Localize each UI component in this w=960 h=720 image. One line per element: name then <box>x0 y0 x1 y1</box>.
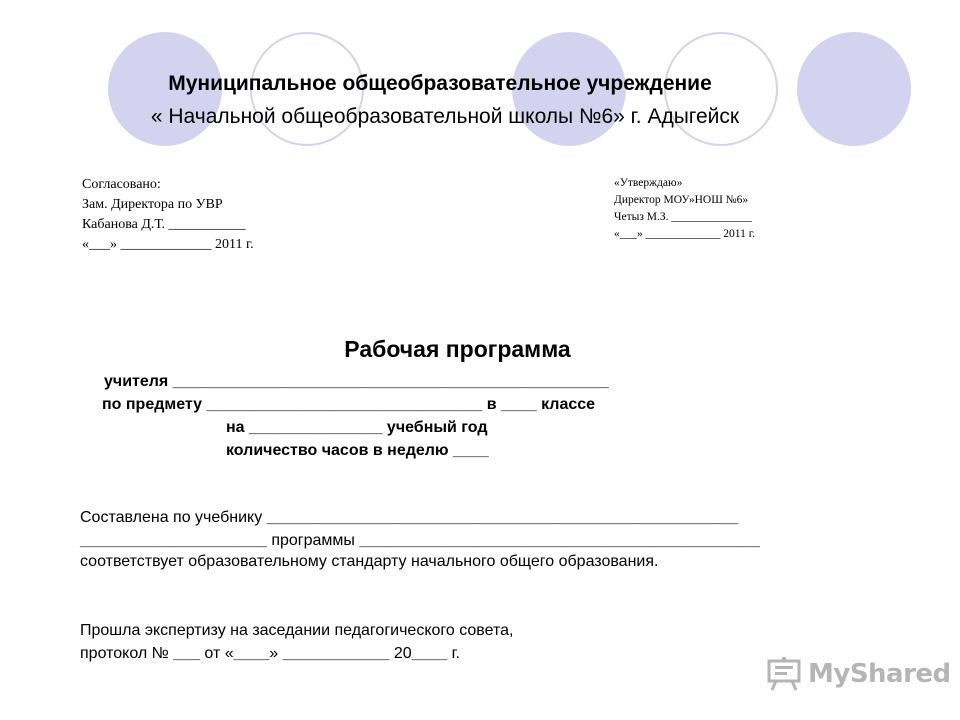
approval-agreed-block <box>82 175 254 255</box>
school-title: « Начальной общеобразовательной школы №6» г. Адыгейск <box>150 105 740 128</box>
protocol-line <box>80 645 460 663</box>
hours-per-week-field: количество часов в неделю ____ <box>226 442 489 459</box>
program-label: программы <box>266 532 360 549</box>
approval-approve-block <box>614 175 755 243</box>
program-blank-2: _____________________________________________ <box>359 532 760 549</box>
protocol-quote-close: » <box>269 645 283 662</box>
textbook-line <box>80 509 738 527</box>
presentation-board-icon <box>766 656 802 692</box>
program-line <box>80 532 760 550</box>
approval-left-line: Согласовано: <box>82 177 161 192</box>
approval-right-line: «Утверждаю» <box>614 177 683 189</box>
approval-right-line: Директор МОУ»НОШ №6» <box>614 194 749 206</box>
myshared-watermark <box>766 654 951 694</box>
subject-field: по предмету _______________________________ в ____ классе <box>102 396 596 413</box>
protocol-month-blank: ____________ <box>282 645 390 662</box>
protocol-year-blank: ____ <box>411 645 448 662</box>
protocol-label: протокол № <box>80 645 174 662</box>
expertise-line: Прошла экспертизу на заседании педагогического совета, <box>80 622 514 639</box>
document-title: Рабочая программа <box>344 336 571 362</box>
program-blank-1: _____________________ <box>80 532 267 549</box>
standard-compliance-line: соответствует образовательному стандарту начального общего образования. <box>80 553 659 570</box>
textbook-blank: _____________________________________________________ <box>266 509 739 526</box>
approval-left-line: Кабанова Д.Т. ___________ <box>82 217 246 232</box>
approval-left-line: Зам. Директора по УВР <box>82 197 223 212</box>
protocol-day-blank: ____ <box>233 645 270 662</box>
school-year-field: на _______________ учебный год <box>226 419 488 436</box>
teacher-field: учителя _________________________________________________ <box>104 373 609 390</box>
institution-title: Муниципальное общеобразовательное учреждение <box>168 72 712 95</box>
approval-left-line: «___» _____________ 2011 г. <box>82 237 254 252</box>
protocol-year-suffix: г. <box>447 645 460 662</box>
protocol-number-blank: ___ <box>173 645 200 662</box>
protocol-from-label: от « <box>199 645 234 662</box>
protocol-year-prefix: 20 <box>389 645 412 662</box>
textbook-label: Составлена по учебнику <box>80 509 267 526</box>
approval-right-line: Четыз М.З. ______________ <box>614 211 752 223</box>
watermark-text: MyShared <box>808 659 951 689</box>
approval-right-line: «___» _____________ 2011 г. <box>614 228 755 240</box>
